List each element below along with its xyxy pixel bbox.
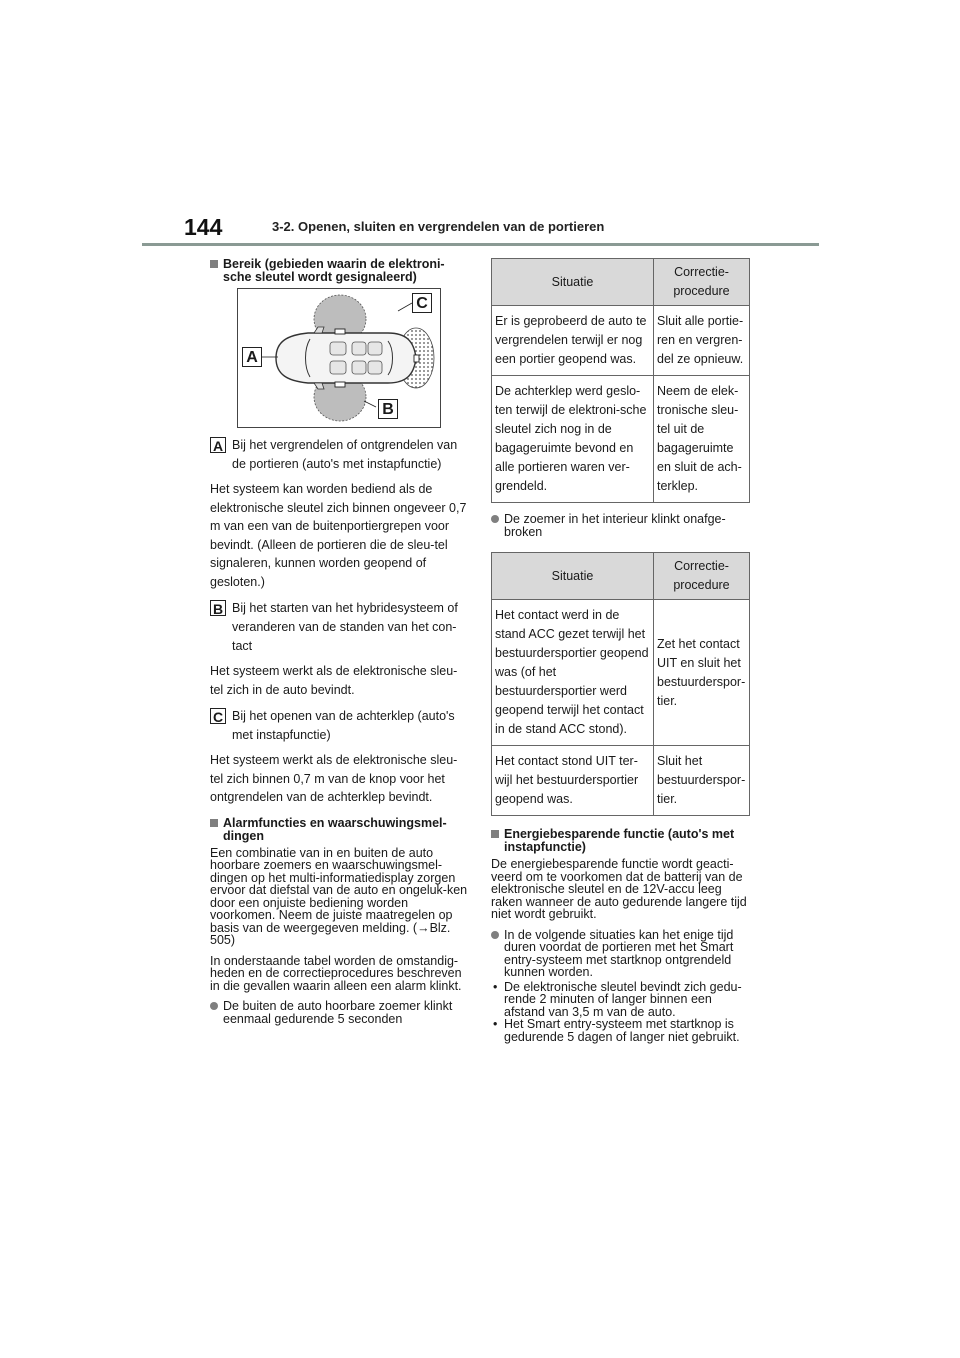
square-bullet-icon [491, 830, 499, 838]
round-bullet-icon [491, 515, 499, 523]
table-row [492, 306, 750, 376]
table-cell: Zet het contact UIT en sluit het bestuurderspor-tier. [654, 600, 750, 746]
energy-bullet: In de volgende situaties kan het enige tijd duren voordat de portieren met het Smart entry-systeem met startknop ontgrendeld kunnen worden. [491, 929, 753, 979]
dash-bullet-icon: • [493, 1017, 498, 1031]
table-cell: Sluit alle portie-ren en vergren-del ze opnieuw. [654, 306, 750, 376]
table-row [492, 746, 750, 816]
table-intro: In onderstaande tabel worden de omstandig-heden en de correctieprocedures beschreven in die gevallen waarin alleen een alarm klinkt. [210, 953, 462, 993]
diagram-label-b: B [378, 399, 398, 419]
table-row [492, 376, 750, 503]
table-cell: Er is geprobeerd de auto te vergrendelen terwijl er nog een portier geopend was. [492, 306, 654, 376]
paragraph-a: Het systeem kan worden bediend als de elektronische sleutel zich binnen ongeveer 0,7 m van een van de buitenportiergrepen voor bevindt. (Alleen de portieren die de sleu-tel signaleren, kunnen worden geopend of gesloten.) [210, 482, 467, 589]
round-bullet-icon [491, 931, 499, 939]
paragraph-c: Het systeem werkt als de elektronische sleu-tel zich binnen 0,7 m van de knop voor het ontgrendelen van de achterklep bevindt. [210, 753, 458, 804]
mark-b: B [210, 600, 226, 616]
header-rule [142, 243, 819, 246]
diagram-label-c: C [412, 293, 432, 313]
table-header-situation: Situatie [492, 553, 654, 600]
range-heading: Bereik (gebieden waarin de elektroni-sche sleutel wordt gesignaleerd) [210, 258, 468, 284]
section-title: 3-2. Openen, sluiten en vergrendelen van de portieren [272, 219, 605, 234]
dash-item: • De elektronische sleutel bevindt zich gedu-rende 2 minuten of langer binnen een afstand van 3,5 m van de auto. [493, 979, 742, 1019]
alarm-table-outside [491, 258, 750, 503]
mark-c: C [210, 708, 226, 724]
table-cell: Het contact werd in de stand ACC gezet terwijl het bestuurdersportier geopend was (of het bestuurdersportier werd geopend terwijl het contact in de stand ACC stond). [492, 600, 654, 746]
table-header-situation: Situatie [492, 259, 654, 306]
mark-a: A [210, 437, 226, 453]
bullet-inside-buzzer: De zoemer in het interieur klinkt onafge-broken [491, 513, 753, 538]
table-cell: Het contact stond UIT ter-wijl het bestuurdersportier geopend was. [492, 746, 654, 816]
bullet-outside-buzzer: De buiten de auto hoorbare zoemer klinkt eenmaal gedurende 5 seconden [210, 1000, 468, 1025]
alarm-paragraph: Een combinatie van in en buiten de auto hoorbare zoemers en waarschuwingsmel-dingen op het multi-informatiedisplay zorgen ervoor dat diefstal van de auto en ongeluk-ken door een onjuiste bediening worden voorkomen. Neem de juiste maatregelen op basis van de weergegeven melding. (→Blz. 505) [210, 845, 468, 947]
dash-bullet-icon: • [493, 979, 498, 994]
energy-paragraph: De energiebesparende functie wordt geacti-veerd om te voorkomen dat de batterij van de elektronische sleutel en de 12V-accu leeg raken wanneer de auto gedurende langere tijd niet wordt gebruikt. [491, 857, 747, 921]
car-body [276, 333, 416, 383]
table-header-correction: Correctie-procedure [654, 259, 750, 306]
paragraph-b: Het systeem werkt als de elektronische sleu-tel zich in de auto bevindt. [210, 664, 458, 697]
diagram-label-a: A [242, 347, 262, 367]
table-header-correction: Correctie-procedure [654, 553, 750, 600]
left-column [210, 258, 468, 1033]
item-b: B Bij het starten van het hybridesysteem of veranderen van de standen van het con-tact [210, 599, 468, 656]
right-column [491, 258, 753, 1043]
table-cell: De achterklep werd geslo-ten terwijl de elektroni-sche sleutel zich nog in de bagageruimte bevond en alle portieren waren ver-grendeld. [492, 376, 654, 503]
car-top-view-figure [238, 289, 440, 427]
square-bullet-icon [210, 260, 218, 268]
table-cell: Neem de elek-tronische sleu-tel uit de bagageruimte en sluit de ach-terklep. [654, 376, 750, 503]
item-c: C Bij het openen van de achterklep (auto's met instapfunctie) [210, 707, 468, 745]
alarm-heading: Alarmfuncties en waarschuwingsmel-dingen [210, 817, 468, 843]
alarm-table-inside [491, 552, 750, 816]
energy-heading: Energiebesparende functie (auto's met instapfunctie) [491, 828, 753, 854]
detection-range-diagram [237, 288, 441, 428]
table-cell: Sluit het bestuurderspor-tier. [654, 746, 750, 816]
square-bullet-icon [210, 819, 218, 827]
page-number: 144 [184, 214, 223, 240]
item-a: A Bij het vergrendelen of ontgrendelen van de portieren (auto's met instapfunctie) [210, 436, 468, 474]
table-row [492, 600, 750, 746]
dash-item: • Het Smart entry-systeem met startknop is gedurende 5 dagen of langer niet gebruikt. [493, 1017, 740, 1044]
round-bullet-icon [210, 1002, 218, 1010]
